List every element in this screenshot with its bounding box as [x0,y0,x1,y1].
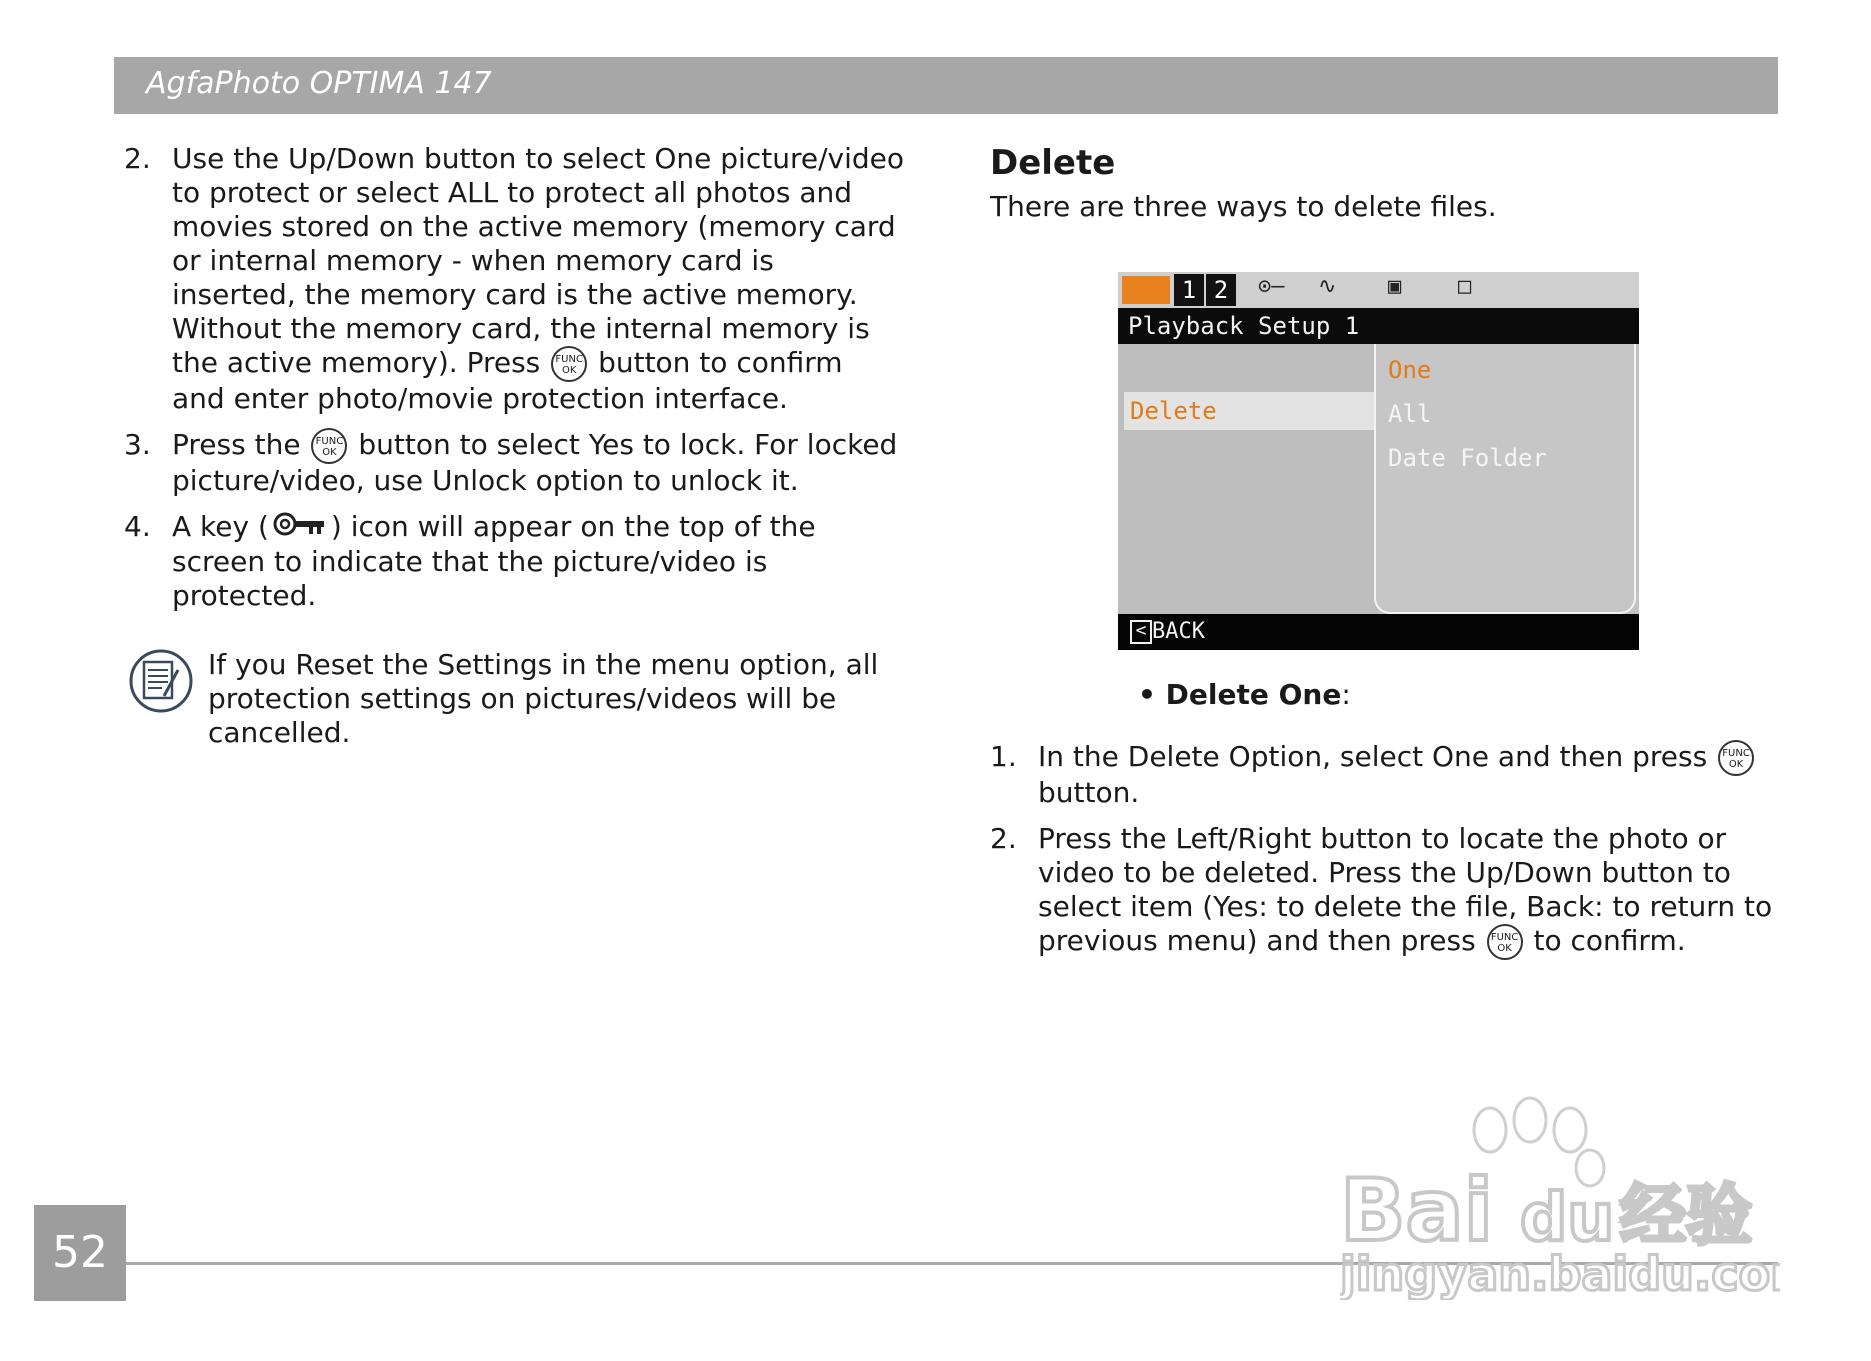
bullet-heading-text: Delete One [1165,678,1342,711]
bullet-heading [1138,678,1351,712]
note-block [128,648,888,750]
option-all: All [1388,400,1432,428]
key-icon [273,511,327,545]
header-title: AgfaPhoto OPTIMA 147 [146,66,492,101]
step-text: Press the Left/Right button to locate the photo or video to be deleted. Press the Up/Down button to select item (Yes: to delete the file, Back: to return to previous menu) and then press [1038,822,1773,957]
func-label: FUNC [1490,932,1519,943]
note-icon [128,648,194,722]
step-text: button to select Yes to lock. For locked picture/video, use Unlock option to unlock it. [172,428,898,497]
option-one: One [1388,356,1432,384]
section-intro: There are three ways to delete files. [990,190,1497,223]
func-ok-icon [1718,740,1754,776]
bullet-colon: : [1341,678,1351,711]
step-text: to confirm. [1533,924,1686,957]
watermark-jingyan: 经验 [1620,1177,1752,1254]
watermark-du: du [1520,1179,1615,1256]
step-text: Use the Up/Down button to select One picture/video to protect or select ALL to protect all photos and movies stored on the active memory (memory card or internal memory - when memory card is inserted, the memory card is the active memory. Without the memory card, the internal memory is the active memory). Press [172,142,904,379]
left-column [124,142,904,625]
func-label: FUNC [315,436,344,447]
tab-2: 2 [1206,274,1236,306]
bullet-dot: • [1138,678,1166,711]
func-ok-icon [551,346,587,382]
step-text: button. [1038,776,1140,809]
func-label: FUNC [1722,748,1750,759]
step-text: In the Delete Option, select One and then press [1038,740,1708,773]
ok-label: OK [1728,759,1744,770]
ok-label: OK [322,447,337,458]
camera-menu-delete: Delete [1124,392,1380,430]
watermark-url: jingyan.baidu.com [1340,1247,1780,1300]
page-number: 52 [34,1205,126,1301]
step-number: 2. [990,822,1017,855]
func-label: FUNC [555,354,583,365]
back-label: BACK [1152,619,1205,644]
step-2-protect [124,142,904,416]
note-text: If you Reset the Settings in the menu option, all protection settings on pictures/videos will be cancelled. [208,648,879,749]
ok-label: OK [561,365,577,376]
func-ok-icon [1487,924,1523,960]
step-number: 4. [124,510,151,543]
section-title: Delete [990,143,1116,183]
camera-menu-title: Playback Setup 1 [1118,308,1639,344]
back-arrow-icon: < [1130,620,1152,644]
step-number: 1. [990,740,1017,773]
right-column [990,142,1790,224]
step-number: 3. [124,428,151,461]
step-text: button to confirm and enter photo/movie protection interface. [172,346,843,415]
delete-steps [990,740,1790,972]
camera-menu-left [1118,344,1378,614]
print-icon: ▣ [1388,274,1402,299]
camera-tabbar [1118,272,1639,308]
delete-step-2 [990,822,1790,960]
playback-tab-icon [1122,276,1170,304]
step-text: Press the [172,428,301,461]
ok-label: OK [1497,943,1512,954]
header-bar [114,57,1778,114]
option-date-folder: Date Folder [1388,444,1547,472]
delete-step-1 [990,740,1790,810]
step-4-key [124,510,904,613]
curve-icon: ∿ [1318,274,1337,299]
baidu-watermark [1340,1090,1780,1304]
wrench-icon: ⊙— [1258,274,1285,299]
step-3-lock [124,428,904,498]
step-text: ) icon will appear on the top of the screen to indicate that the picture/video is protected. [172,510,816,612]
tab-1: 1 [1174,274,1204,306]
camera-screen-image [1118,272,1639,650]
watermark-baidu: Bai [1340,1161,1494,1261]
frame-icon: □ [1458,274,1472,299]
step-number: 2. [124,142,151,175]
func-ok-icon [311,428,347,464]
camera-back-bar [1118,614,1639,650]
camera-submenu [1374,344,1636,614]
step-text: A key ( [172,510,269,543]
